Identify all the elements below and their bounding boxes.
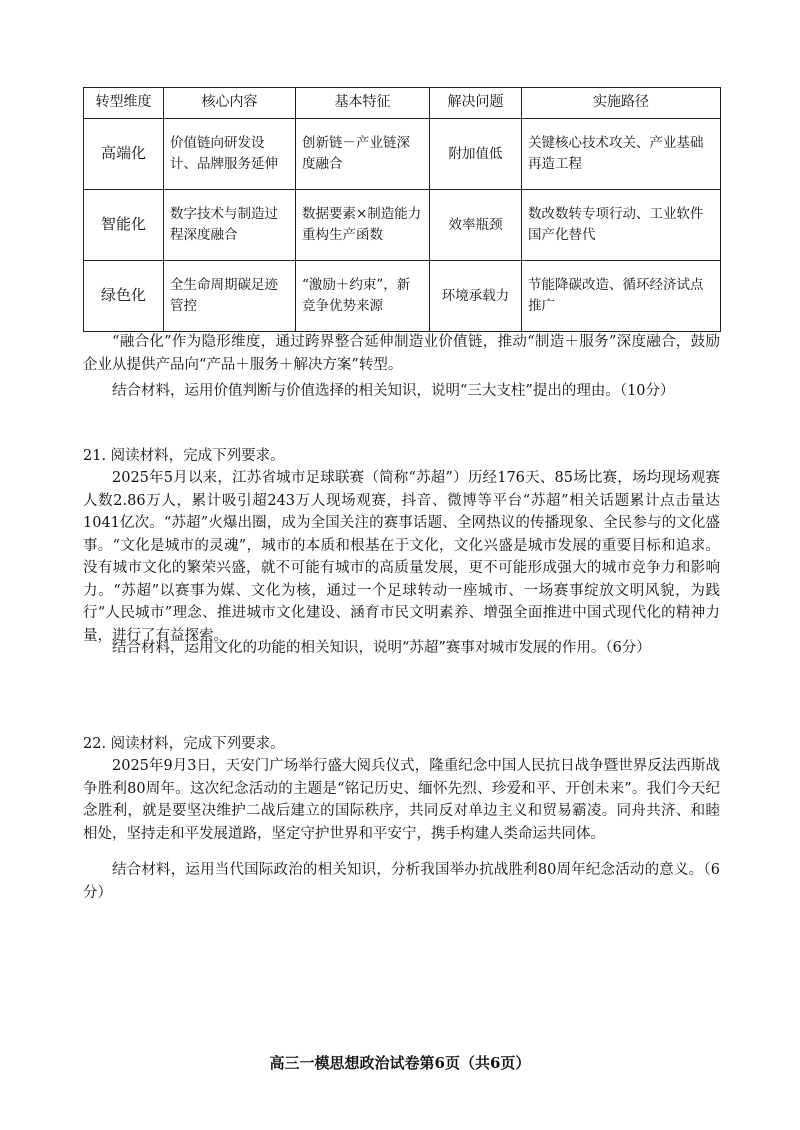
header-feature: 基本特征 <box>296 88 430 119</box>
cell-path: 关键核心技术攻关、产业基础再造工程 <box>522 119 721 190</box>
cell-problem: 附加值低 <box>430 119 522 190</box>
cell-core: 全生命周期碳足迹管控 <box>164 261 296 332</box>
cell-feature: “激励＋约束”，新竞争优势来源 <box>296 261 430 332</box>
cell-core: 价值链向研发设计、品牌服务延伸 <box>164 119 296 190</box>
q21-material: 2025年5月以来，江苏省城市足球联赛（简称“苏超”）历经176天、85场比赛，场均现场观赛人数2.86万人，累计吸引超243万人现场观赛，抖音、微博等平台“苏超”相关话题累计点击量达1041亿次。“苏超”火爆出圈，成为全国关注的赛事话题、全网热议的传播现象、全民参与的文化盛事。“文化是城市的灵魂”，城市的本质和根基在于文化，文化兴盛是城市发展的重要目标和追求。没有城市文化的繁荣兴盛，就不可能有城市的高质量发展，更不可能形成强大的城市竞争力和影响力。“苏超”以赛事为媒、文化为核，通过一个足球转动一座城市、一场赛事绽放文明风貌，为践行“人民城市”理念、推进城市文化建设、涵育市民文明素养、增强全面推进中国式现代化的精神力量，进行了有益探索。 <box>83 470 720 644</box>
cell-dimension: 绿色化 <box>84 261 164 332</box>
page-footer: 高三一模思想政治试卷第6页（共6页） <box>269 1054 531 1072</box>
q22-heading: 22. 阅读材料，完成下列要求。 <box>83 736 285 752</box>
q20-task: 结合材料，运用价值判断与价值选择的相关知识，说明“三大支柱”提出的理由。（10分） <box>112 383 675 399</box>
cell-feature: 数据要素×制造能力重构生产函数 <box>296 190 430 261</box>
table-header-row <box>84 88 721 119</box>
transformation-table <box>83 87 721 332</box>
q22-task: 结合材料，运用当代国际政治的相关知识，分析我国举办抗战胜利80周年纪念活动的意义。（6分） <box>83 862 720 901</box>
table-row <box>84 119 721 190</box>
table-row <box>84 190 721 261</box>
header-path: 实施路径 <box>522 88 721 119</box>
cell-problem: 效率瓶颈 <box>430 190 522 261</box>
q20-note: “融合化”作为隐形维度，通过跨界整合延伸制造业价值链，推动“制造＋服务”深度融合，鼓励企业从提供产品向“产品＋服务＋解决方案”转型。 <box>83 334 720 373</box>
q22-material: 2025年9月3日，天安门广场举行盛大阅兵仪式，隆重纪念中国人民抗日战争暨世界反法西斯战争胜利80周年。这次纪念活动的主题是“铭记历史、缅怀先烈、珍爱和平、开创未来”。我们今天纪念胜利，就是要坚决维护二战后建立的国际秩序，共同反对单边主义和贸易霸凌。同舟共济、和睦相处，坚持走和平发展道路，坚定守护世界和平安宁，携手构建人类命运共同体。 <box>83 758 720 842</box>
cell-path: 节能降碳改造、循环经济试点推广 <box>522 261 721 332</box>
cell-feature: 创新链－产业链深度融合 <box>296 119 430 190</box>
cell-dimension: 高端化 <box>84 119 164 190</box>
table-row <box>84 261 721 332</box>
cell-path: 数改数转专项行动、工业软件国产化替代 <box>522 190 721 261</box>
header-core: 核心内容 <box>164 88 296 119</box>
q21-task: 结合材料，运用文化的功能的相关知识，说明“苏超”赛事对城市发展的作用。（6分） <box>112 640 651 656</box>
cell-problem: 环境承载力 <box>430 261 522 332</box>
q21-heading: 21. 阅读材料，完成下列要求。 <box>83 448 285 464</box>
header-problem: 解决问题 <box>430 88 522 119</box>
header-dimension: 转型维度 <box>84 88 164 119</box>
cell-dimension: 智能化 <box>84 190 164 261</box>
cell-core: 数字技术与制造过程深度融合 <box>164 190 296 261</box>
